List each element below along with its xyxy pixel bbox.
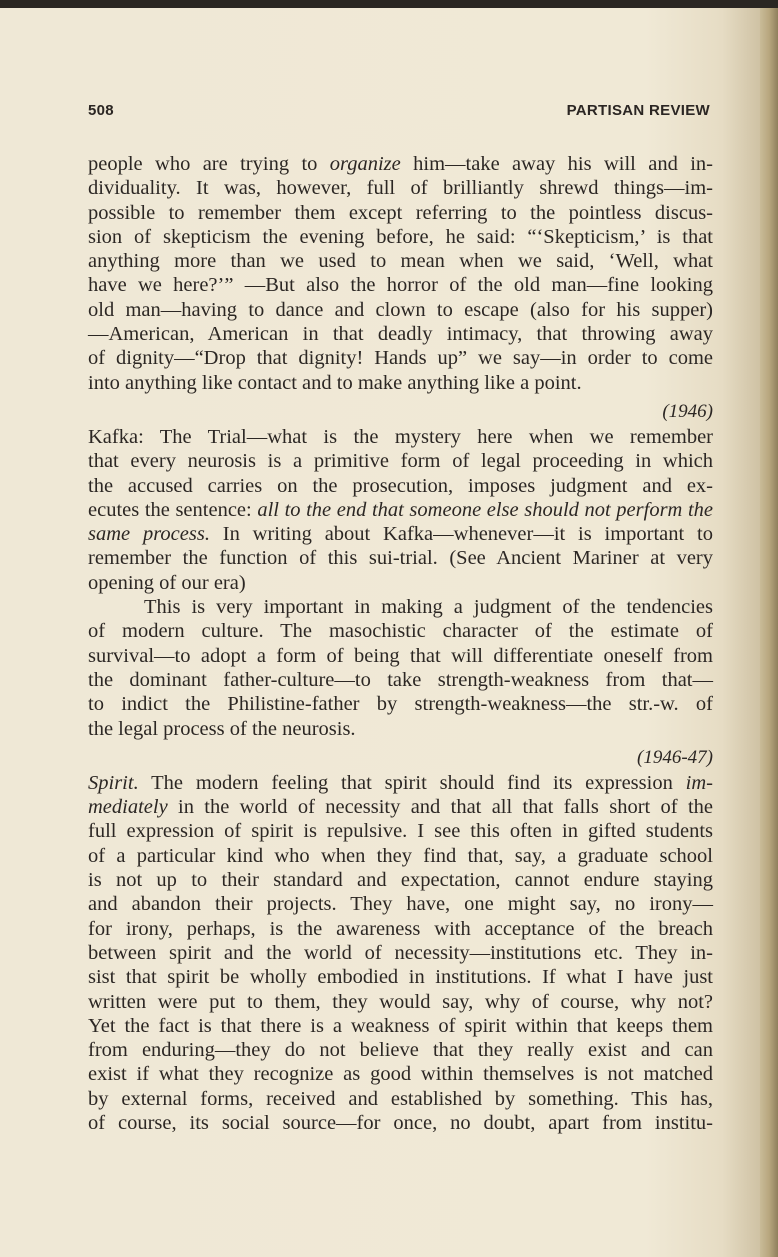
paragraph-1 xyxy=(88,152,713,395)
paragraph-4 xyxy=(88,771,713,1135)
text-line: to indict the Philistine-father by strength-weakness—the str.-w. of xyxy=(88,693,713,716)
text-line: anything more than we used to mean when we said, ‘Well, what xyxy=(88,250,713,273)
text-line: of modern culture. The masochistic character of the estimate of xyxy=(88,620,713,643)
entry-date: (1946-47) xyxy=(637,746,713,768)
text-line: written were put to them, they would say, why of course, why not? xyxy=(88,990,713,1013)
text-line: have we here?’” —But also the horror of the old man—fine looking xyxy=(88,274,713,297)
text-line: of dignity—“Drop that dignity! Hands up” we say—in order to come xyxy=(88,347,713,370)
paragraph-2 xyxy=(88,425,713,595)
running-title: PARTISAN REVIEW xyxy=(566,102,710,119)
text-line: mediately in the world of necessity and that all that falls short of the xyxy=(88,796,713,819)
text-line: between spirit and the world of necessity—institutions etc. They in- xyxy=(88,941,713,964)
text-line: of course, its social source—for once, no doubt, apart from institu- xyxy=(88,1111,713,1134)
text-line: by external forms, received and established by something. This has, xyxy=(88,1087,713,1110)
page-body xyxy=(88,152,713,1135)
text-line: opening of our era) xyxy=(88,571,246,594)
entry-date: (1946) xyxy=(662,400,713,422)
text-line: remember the function of this sui-trial. (See Ancient Mariner at very xyxy=(88,547,713,570)
text-line: This is very important in making a judgment of the tendencies xyxy=(144,596,713,619)
text-line: sist that spirit be wholly embodied in institutions. If what I have just xyxy=(88,966,713,989)
running-header xyxy=(88,102,710,122)
text-line: that every neurosis is a primitive form of legal proceeding in which xyxy=(88,450,713,473)
text-line: same process. In writing about Kafka—whenever—it is important to xyxy=(88,523,713,546)
text-line: and abandon their projects. They have, one might say, no irony— xyxy=(88,893,713,916)
text-line: into anything like contact and to make anything like a point. xyxy=(88,371,582,394)
text-line: is not up to their standard and expectation, cannot endure staying xyxy=(88,869,713,892)
paragraph-3 xyxy=(88,595,713,741)
text-line: the dominant father-culture—to take strength-weakness from that— xyxy=(88,668,713,691)
text-line: full expression of spirit is repulsive. I see this often in gifted students xyxy=(88,820,713,843)
text-line: old man—having to dance and clown to escape (also for his supper) xyxy=(88,298,713,321)
text-line: ecutes the sentence: all to the end that someone else should not perform the xyxy=(88,498,713,521)
text-line: Kafka: The Trial—what is the mystery here when we remember xyxy=(88,425,713,448)
text-line: sion of skepticism the evening before, he said: “‘Skepticism,’ is that xyxy=(88,225,713,248)
text-line: Yet the fact is that there is a weakness of spirit within that keeps them xyxy=(88,1014,713,1037)
text-line: exist if what they recognize as good within themselves is not matched xyxy=(88,1063,713,1086)
text-line: from enduring—they do not believe that they really exist and can xyxy=(88,1039,713,1062)
text-line: possible to remember them except referring to the pointless discus- xyxy=(88,201,713,224)
page-number: 508 xyxy=(88,102,114,119)
text-line: dividuality. It was, however, full of brilliantly shrewd things—im- xyxy=(88,177,713,200)
text-line: people who are trying to organize him—take away his will and in- xyxy=(88,153,713,175)
text-line: survival—to adopt a form of being that will differentiate oneself from xyxy=(88,644,713,667)
text-line: of a particular kind who when they find that, say, a graduate school xyxy=(88,844,713,867)
text-line: for irony, perhaps, is the awareness with acceptance of the breach xyxy=(88,917,713,940)
text-line: —American, American in that deadly intimacy, that throwing away xyxy=(88,323,713,346)
text-line: the accused carries on the prosecution, imposes judgment and ex- xyxy=(88,474,713,497)
page-edge xyxy=(760,8,778,1257)
text-line: the legal process of the neurosis. xyxy=(88,717,356,740)
text-line: Spirit. The modern feeling that spirit should find its expression im- xyxy=(88,771,713,794)
